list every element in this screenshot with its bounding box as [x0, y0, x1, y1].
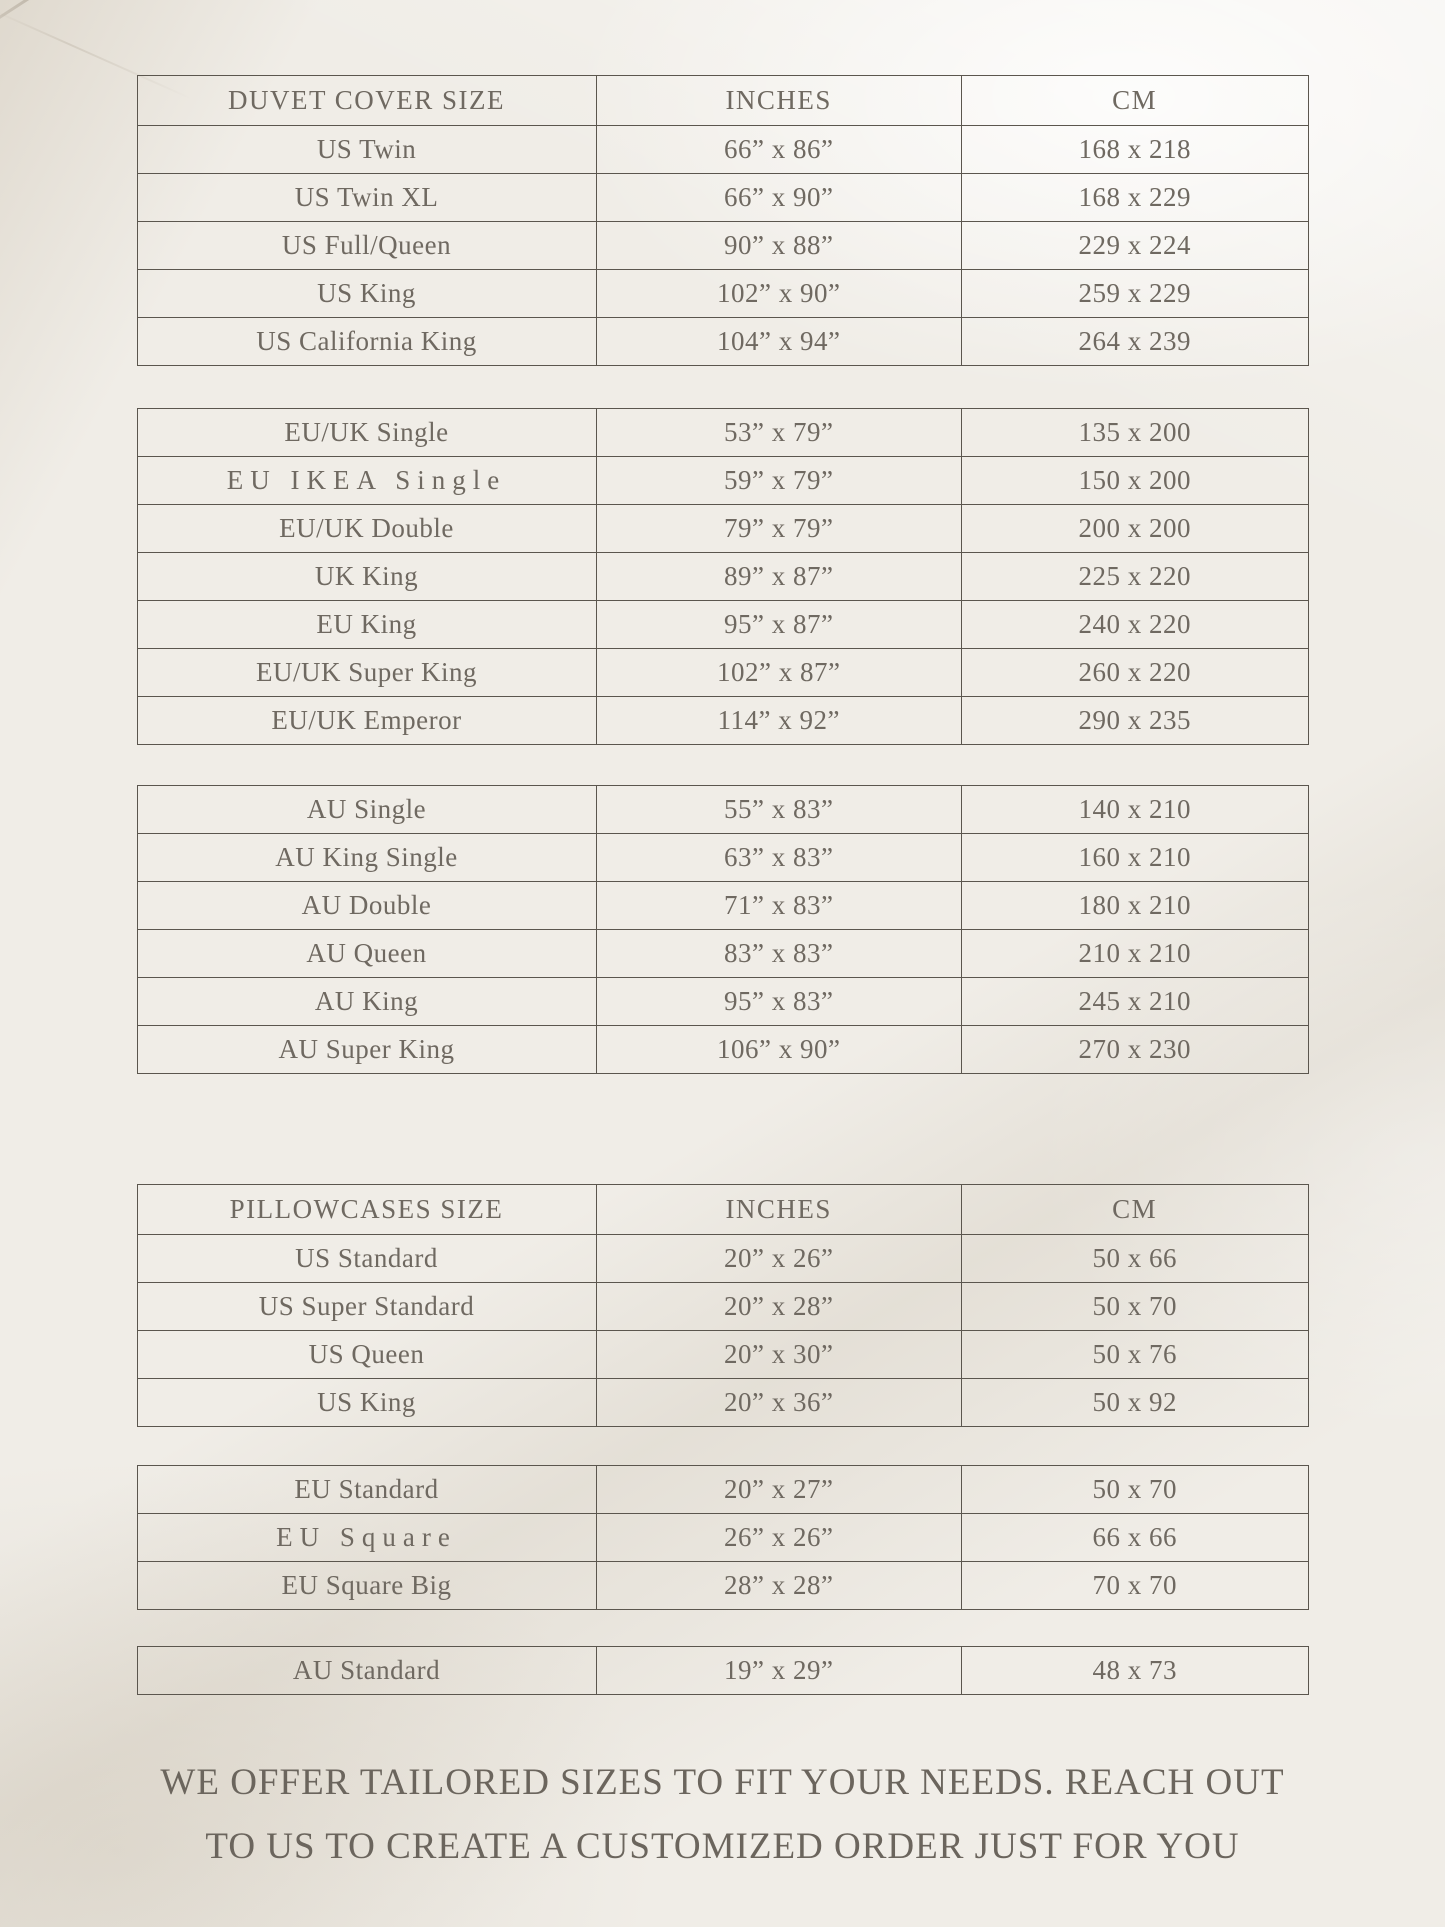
inches-cell: 20” x 26” [596, 1235, 961, 1283]
size-chart [137, 0, 1309, 1878]
size-cell: EU/UK Emperor [137, 697, 596, 745]
inches-cell: 20” x 28” [596, 1283, 961, 1331]
table-row [137, 1514, 1308, 1562]
cm-cell: 140 x 210 [961, 786, 1308, 834]
pillowcase-eu-table [137, 1465, 1309, 1610]
inches-cell: 95” x 83” [596, 978, 961, 1026]
size-cell: AU Super King [137, 1026, 596, 1074]
inches-cell: 114” x 92” [596, 697, 961, 745]
size-cell: US California King [137, 318, 596, 366]
cm-cell: 168 x 218 [961, 126, 1308, 174]
size-cell: AU King [137, 978, 596, 1026]
size-cell: EU Square Big [137, 1562, 596, 1610]
inches-cell: 104” x 94” [596, 318, 961, 366]
cm-cell: 50 x 66 [961, 1235, 1308, 1283]
size-cell: EU King [137, 601, 596, 649]
table-row [137, 649, 1308, 697]
size-cell: AU Double [137, 882, 596, 930]
header-row [137, 1185, 1308, 1235]
inches-cell: 20” x 30” [596, 1331, 961, 1379]
inches-cell: 20” x 27” [596, 1466, 961, 1514]
table-row [137, 834, 1308, 882]
footer-note [137, 1751, 1309, 1878]
cm-cell: 229 x 224 [961, 222, 1308, 270]
size-cell: US Twin XL [137, 174, 596, 222]
inches-cell: 19” x 29” [596, 1647, 961, 1695]
size-cell: US King [137, 1379, 596, 1427]
table-row [137, 222, 1308, 270]
cm-cell: 168 x 229 [961, 174, 1308, 222]
inches-cell: 79” x 79” [596, 505, 961, 553]
table-row [137, 601, 1308, 649]
cm-cell: 135 x 200 [961, 409, 1308, 457]
cm-cell: 200 x 200 [961, 505, 1308, 553]
table-row [137, 126, 1308, 174]
size-cell: US Full/Queen [137, 222, 596, 270]
size-cell: AU Standard [137, 1647, 596, 1695]
cm-cell: 290 x 235 [961, 697, 1308, 745]
inches-cell: 95” x 87” [596, 601, 961, 649]
size-cell: AU Single [137, 786, 596, 834]
table-row [137, 457, 1308, 505]
cm-cell: 270 x 230 [961, 1026, 1308, 1074]
inches-cell: 102” x 90” [596, 270, 961, 318]
duvet-us-table [137, 75, 1309, 366]
cm-cell: 260 x 220 [961, 649, 1308, 697]
table-row [137, 1562, 1308, 1610]
table-row [137, 553, 1308, 601]
size-cell: US Twin [137, 126, 596, 174]
column-header-inches: INCHES [596, 1185, 961, 1235]
inches-cell: 66” x 90” [596, 174, 961, 222]
cm-cell: 50 x 92 [961, 1379, 1308, 1427]
column-header-size: PILLOWCASES SIZE [137, 1185, 596, 1235]
table-row [137, 1379, 1308, 1427]
size-cell: EU/UK Double [137, 505, 596, 553]
size-cell: US Standard [137, 1235, 596, 1283]
inches-cell: 55” x 83” [596, 786, 961, 834]
table-row [137, 1466, 1308, 1514]
size-cell: EU IKEA Single [137, 457, 596, 505]
inches-cell: 102” x 87” [596, 649, 961, 697]
table-row [137, 1026, 1308, 1074]
size-cell: EU Standard [137, 1466, 596, 1514]
header-row [137, 76, 1308, 126]
cm-cell: 66 x 66 [961, 1514, 1308, 1562]
cm-cell: 50 x 70 [961, 1283, 1308, 1331]
size-cell: US King [137, 270, 596, 318]
inches-cell: 26” x 26” [596, 1514, 961, 1562]
cm-cell: 210 x 210 [961, 930, 1308, 978]
inches-cell: 20” x 36” [596, 1379, 961, 1427]
table-row [137, 1331, 1308, 1379]
size-cell: AU Queen [137, 930, 596, 978]
cm-cell: 240 x 220 [961, 601, 1308, 649]
footer-line-1: WE OFFER TAILORED SIZES TO FIT YOUR NEEDS. REACH OUT [160, 1762, 1285, 1803]
table-row [137, 978, 1308, 1026]
table-row [137, 1283, 1308, 1331]
size-cell: US Super Standard [137, 1283, 596, 1331]
column-header-inches: INCHES [596, 76, 961, 126]
cm-cell: 225 x 220 [961, 553, 1308, 601]
inches-cell: 89” x 87” [596, 553, 961, 601]
size-cell: UK King [137, 553, 596, 601]
cm-cell: 245 x 210 [961, 978, 1308, 1026]
cm-cell: 48 x 73 [961, 1647, 1308, 1695]
footer-line-2: TO US TO CREATE A CUSTOMIZED ORDER JUST FOR YOU [205, 1825, 1240, 1867]
inches-cell: 90” x 88” [596, 222, 961, 270]
cm-cell: 70 x 70 [961, 1562, 1308, 1610]
cm-cell: 150 x 200 [961, 457, 1308, 505]
size-cell: EU Square [137, 1514, 596, 1562]
table-row [137, 409, 1308, 457]
column-header-cm: CM [961, 1185, 1308, 1235]
size-cell: EU/UK Single [137, 409, 596, 457]
table-row [137, 318, 1308, 366]
column-header-size: DUVET COVER SIZE [137, 76, 596, 126]
table-row [137, 786, 1308, 834]
inches-cell: 53” x 79” [596, 409, 961, 457]
cm-cell: 50 x 76 [961, 1331, 1308, 1379]
duvet-au-table [137, 785, 1309, 1074]
table-row [137, 697, 1308, 745]
duvet-eu-uk-table [137, 408, 1309, 745]
pillowcase-us-table [137, 1184, 1309, 1427]
cm-cell: 50 x 70 [961, 1466, 1308, 1514]
cm-cell: 160 x 210 [961, 834, 1308, 882]
table-row [137, 882, 1308, 930]
inches-cell: 66” x 86” [596, 126, 961, 174]
size-cell: EU/UK Super King [137, 649, 596, 697]
cm-cell: 259 x 229 [961, 270, 1308, 318]
inches-cell: 71” x 83” [596, 882, 961, 930]
inches-cell: 28” x 28” [596, 1562, 961, 1610]
size-cell: US Queen [137, 1331, 596, 1379]
table-row [137, 174, 1308, 222]
inches-cell: 59” x 79” [596, 457, 961, 505]
table-row [137, 930, 1308, 978]
inches-cell: 63” x 83” [596, 834, 961, 882]
inches-cell: 106” x 90” [596, 1026, 961, 1074]
table-row [137, 505, 1308, 553]
cm-cell: 180 x 210 [961, 882, 1308, 930]
column-header-cm: CM [961, 76, 1308, 126]
cm-cell: 264 x 239 [961, 318, 1308, 366]
table-row [137, 270, 1308, 318]
inches-cell: 83” x 83” [596, 930, 961, 978]
table-row [137, 1647, 1308, 1695]
size-cell: AU King Single [137, 834, 596, 882]
table-row [137, 1235, 1308, 1283]
pillowcase-au-table [137, 1646, 1309, 1695]
